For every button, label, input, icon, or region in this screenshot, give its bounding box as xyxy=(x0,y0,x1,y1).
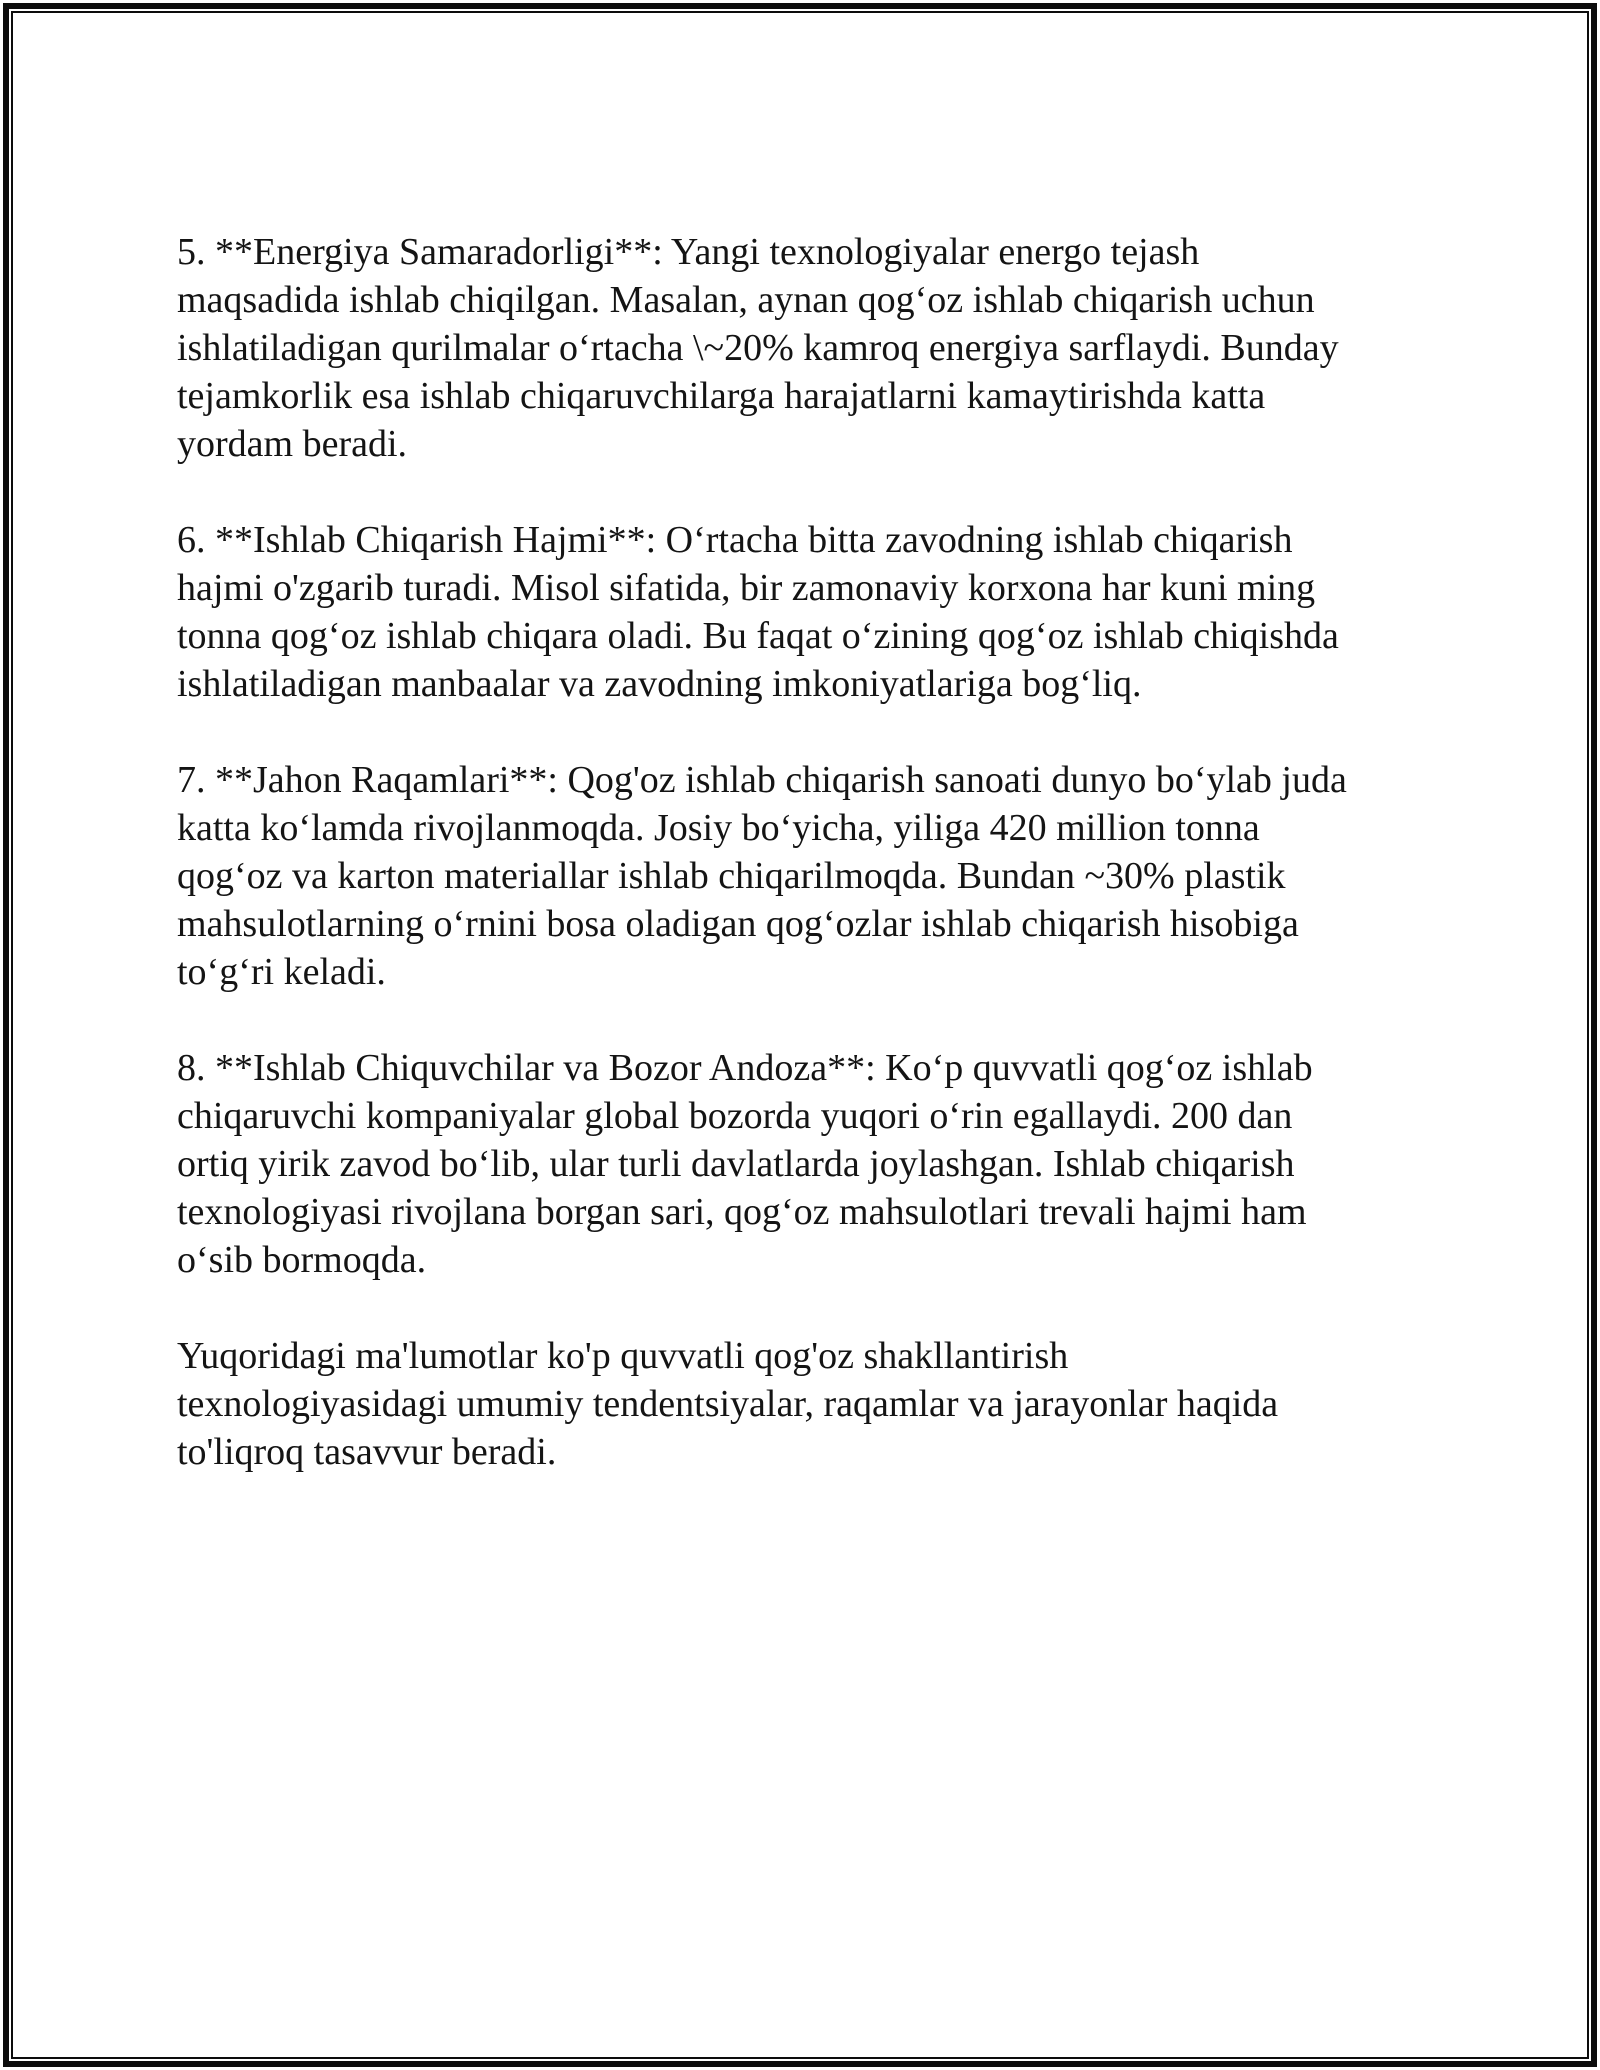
paragraph-energy-efficiency: 5. **Energiya Samaradorligi**: Yangi texnologiyalar energo tejash maqsadida ishlab chiqilgan. Masalan, aynan qog‘oz ishlab chiqarish uchun ishlatiladigan qurilmalar o‘rtacha \~20% kamroq energiya sarflaydi. Bunday tejamkorlik esa ishlab chiqaruvchilarga harajatlarni kamaytirishda katta yordam beradi. xyxy=(177,231,1339,465)
paragraph-production-volume: 6. **Ishlab Chiqarish Hajmi**: O‘rtacha bitta zavodning ishlab chiqarish hajmi o'zgarib turadi. Misol sifatida, bir zamonaviy korxona har kuni ming tonna qog‘oz ishlab chiqara oladi. Bu faqat o‘zining qog‘oz ishlab chiqishda ishlatiladigan manbaalar va zavodning imkoniyatlariga bog‘liq. xyxy=(177,519,1339,705)
paragraph-closing-summary: Yuqoridagi ma'lumotlar ko'p quvvatli qog'oz shakllantirish texnologiyasidagi umumiy tendentsiyalar, raqamlar va jarayonlar haqida to'liqroq tasavvur beradi. xyxy=(177,1335,1279,1473)
paragraph-world-figures: 7. **Jahon Raqamlari**: Qog'oz ishlab chiqarish sanoati dunyo bo‘ylab juda katta ko‘lamda rivojlanmoqda. Josiy bo‘yicha, yiliga 420 million tonna qog‘oz va karton materiallar ishlab chiqarilmoqda. Bundan ~30% plastik mahsulotlarning o‘rnini bosa oladigan qog‘ozlar ishlab chiqarish hisobiga to‘g‘ri keladi. xyxy=(177,759,1347,993)
page-outer-border xyxy=(3,3,1597,2067)
paragraph-manufacturers-market: 8. **Ishlab Chiquvchilar va Bozor Andoza**: Ko‘p quvvatli qog‘oz ishlab chiqaruvchi kompaniyalar global bozorda yuqori o‘rin egallaydi. 200 dan ortiq yirik zavod bo‘lib, ular turli davlatlarda joylashgan. Ishlab chiqarish texnologiyasi rivojlana borgan sari, qog‘oz mahsulotlari trevali hajmi ham o‘sib bormoqda. xyxy=(177,1047,1313,1281)
document-content xyxy=(13,13,1587,2057)
page-inner-border xyxy=(11,11,1589,2059)
